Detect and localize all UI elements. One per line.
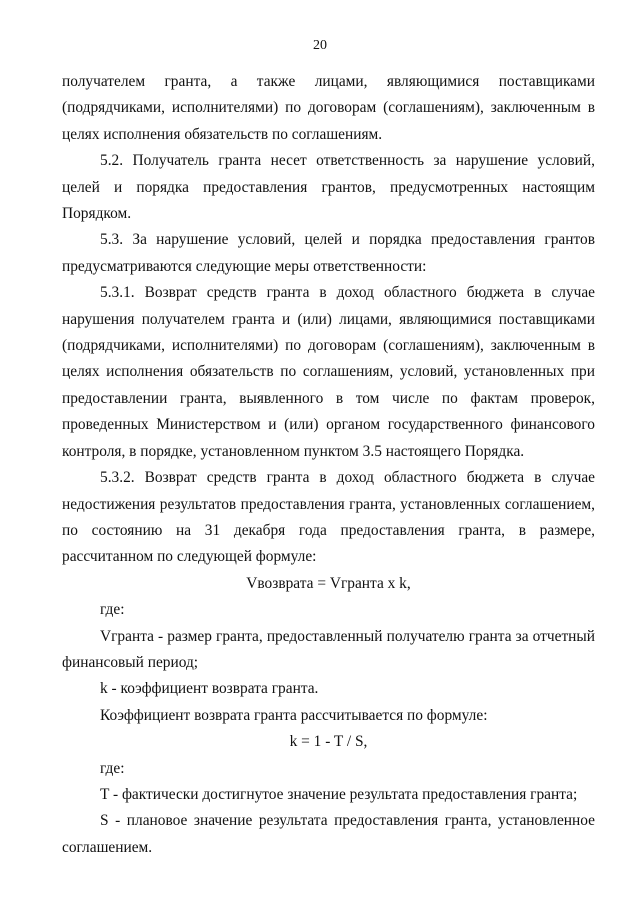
- paragraph-5-2: 5.2. Получатель гранта несет ответственность за нарушение условий, целей и порядка предоставления грантов, предусмотренных настоящим Порядком.: [62, 152, 595, 223]
- paragraph-5-3: 5.3. За нарушение условий, целей и порядка предоставления грантов предусматриваются следующие меры ответственности:: [62, 231, 595, 275]
- document-body: [62, 69, 595, 861]
- paragraph-definition-t: T - фактически достигнутое значение результата предоставления гранта;: [100, 785, 578, 803]
- paragraph-where: где:: [100, 759, 125, 777]
- paragraph: получателем гранта, а также лицами, являющимися поставщиками (подрядчиками, исполнителями) по договорам (соглашениям), заключенным в целях исполнения обязательств по соглашениям.: [62, 73, 595, 143]
- paragraph-5-3-2: 5.3.2. Возврат средств гранта в доход областного бюджета в случае недостижения результатов предоставления гранта, установленных соглашением, по состоянию на 31 декабря года предоставления гранта, в размере, рассчитанном по следующей формуле:: [62, 469, 595, 566]
- paragraph-definition-s: S - плановое значение результата предоставления гранта, установленное соглашением.: [62, 812, 595, 856]
- paragraph-5-3-1: 5.3.1. Возврат средств гранта в доход областного бюджета в случае нарушения получателем гранта и (или) лицами, являющимися поставщиками (подрядчиками, исполнителями) по договорам (соглашениям), заключенным в целях исполнения обязательств по соглашениям, условий, установленных при предоставлении гранта, выявленного в том числе по фактам проверок, проведенных Министерством и (или) органом государственного финансового контроля, в порядке, установленном пунктом 3.5 настоящего Порядка.: [62, 284, 595, 460]
- formula-return-amount: Vвозврата = Vгранта x k,: [246, 574, 411, 592]
- paragraph-definition-vgranta: Vгранта - размер гранта, предоставленный получателю гранта за отчетный финансовый период;: [62, 627, 595, 671]
- formula-coefficient: k = 1 - T / S,: [289, 733, 368, 751]
- paragraph-definition-k: k - коэффициент возврата гранта.: [100, 680, 319, 698]
- paragraph-where: где:: [100, 601, 125, 619]
- page-number: 20: [313, 38, 327, 53]
- paragraph-coefficient-intro: Коэффициент возврата гранта рассчитывается по формуле:: [100, 706, 488, 724]
